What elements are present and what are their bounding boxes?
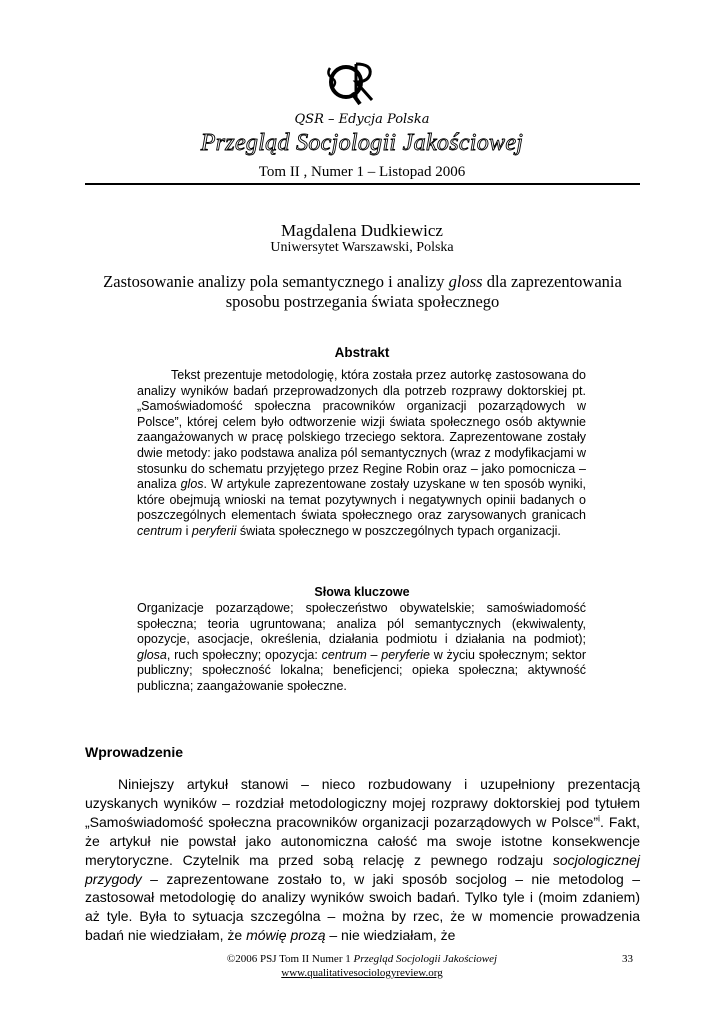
qsr-logo: [322, 60, 378, 108]
section-heading: Wprowadzenie: [85, 744, 184, 760]
issue-info: Tom II , Numer 1 – Listopad 2006: [258, 164, 466, 180]
author-name: Magdalena Dudkiewicz: [281, 221, 443, 240]
header-rule: [85, 183, 640, 185]
footer-link[interactable]: www.qualitativesociologyreview.org: [281, 967, 443, 979]
intro-paragraph: Niniejszy artykuł stanowi – nieco rozbudowany i uzupełniony prezentacją uzyskanych wyników – rozdział metodologiczny mojej rozprawy doktorskiej pod tytułem „Samoświadomość społeczna pracowników organizacji pozarządowych w Polsce”$^i$. Fakt, że artykuł nie powstał jako autonomiczna całość ma swoje istotne konsekwencje merytoryczne. Czytelnik ma przed sobą relację z pewnego rodzaju socjologicznej przygody – zaprezentowane zostało to, w jaki sposób socjolog – nie metodolog – zastosował metodologię do analizy wyników swoich badań. Tylko tyle i (moim zdaniem) aż tyle. Była to sytuacja szczególna – można by rzec, że w momencie prowadzenia badań nie wiedziałam, że mówię prozą – nie wiedziałam, że: [85, 776, 640, 944]
keywords-heading: Słowa kluczowe: [314, 585, 410, 599]
keywords-text: Organizacje pozarządowe; społeczeństwo obywatelskie; samoświadomość społeczna; teoria ugruntowana; analiza pól semantycznych (ekwiwalenty, opozycje, asocjacje, określenia, działania podmiotu i działania na podmiot); glosa, ruch społeczny; opozycja: centrum – peryferie w życiu społecznym; sektor publiczny; społeczność lokalna; beneficjenci; opieka społeczna; aktywność publiczna; zaangażowanie społeczne.: [137, 601, 587, 693]
journal-title: Przegląd Socjologii Jakościowej: [200, 130, 524, 156]
journal-edition: QSR – Edycja Polska: [294, 112, 430, 127]
footnote-marker[interactable]: i: [598, 813, 601, 824]
abstract-heading: Abstrakt: [334, 345, 390, 360]
page-number: 33: [622, 953, 633, 965]
abstract-text: Tekst prezentuje metodologię, która została przez autorkę zastosowana do analizy wyników badań przeprowadzonych dla potrzeb rozprawy doktorskiej pt. „Samoświadomość społeczna pracowników organizacji pozarządowych w Polsce”, której celem było odtworzenie wizji świata społecznego osób aktywnie zaangażowanych w pracę polskiego trzeciego sektora. Zaprezentowane zostały dwie metody: jako podstawa analiza pól semantycznych (wraz z modyfikacjami w stosunku do schematu przyjętego przez Regine Robin oraz – jako pomocnicza – analiza glos. W artykule zaprezentowane zostały uzyskane w ten sposób wyniki, które obejmują wnioski na temat pozytywnych i negatywnych opinii badanych o poszczególnych elementach świata społecznego oraz zarysowanych granicach centrum i peryferii świata społecznego w poszczególnych typach organizacji.: [137, 368, 586, 538]
footer-citation: ©2006 PSJ Tom II Numer 1 Przegląd Socjologii Jakościowej: [226, 953, 498, 965]
article-title: Zastosowanie analizy pola semantycznego i analizy gloss dla zaprezentowania sposobu postrzegania świata społecznego: [103, 272, 622, 311]
author-affiliation: Uniwersytet Warszawski, Polska: [270, 240, 454, 255]
